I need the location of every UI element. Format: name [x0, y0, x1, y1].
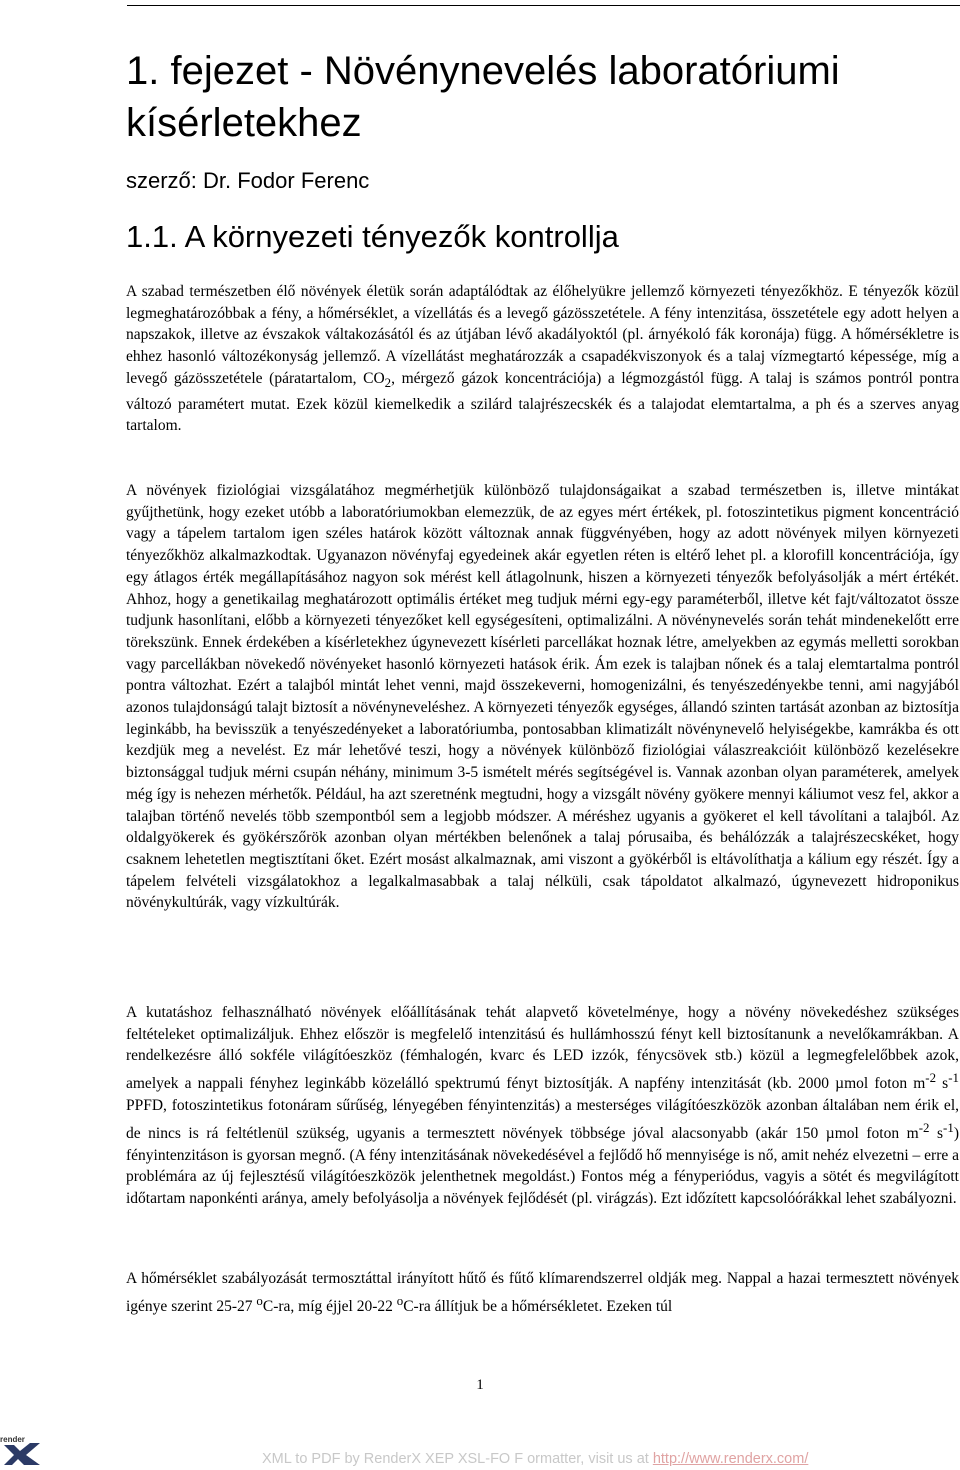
footer-link[interactable]: http://www.renderx.com/: [652, 1451, 809, 1467]
section-title: 1.1. A környezeti tényezők kontrollja: [126, 219, 619, 254]
paragraph-2: A növények fiziológiai vizsgálatához megmérhetjük különböző tulajdonságaikat a szabad természetben is, illetve mintákat gyűjthetünk, hogy ezeket utóbb a laboratóriumokban elemezzük, de az egyes mért értékek, pl. fotoszintetikus pigment koncentráció vagy a tápelem tartalom igen széles határok között változnak annak függvényében, hogy az adott növények milyen környezeti tényezőkhöz alkalmazkodtak. Ugyanazon növényfaj egyedeinek akár egyetlen réten is eltérő lehet pl. a klorofill koncentrációja, így egy átlagos érték megállapításához nagyon sok mérést kell átlagolnunk, hiszen a környezeti tényezők befolyásolják a mért értékét. Ahhoz, hogy a genetikailag meghatározott optimális értéket meg tudjuk mérni egy-egy paraméterből, illetve két fajt/változatot össze tudjunk hasonlítani, előbb a környezeti tényezőket kell egységesíteni, optimalizálni. A növénynevelés során tehát mindenekelőtt erre törekszünk. Ennek érdekében a kísérletekhez úgynevezett kísérleti parcellákat hoznak létre, amelyekben az egymás melletti sorokban vagy parcellákban növekedő növényeket hasonló környezeti hatások érik. Ám ezek is talajban nőnek és a talaj elemtartalma pontról pontra változhat. Ezért a talajból mintát lehet venni, majd összekeverni, homogenizálni, és tenyészedényekbe tenni, ami nagyjából azonos tulajdonságú talajt biztosít a növényneveléshez. A környezeti tényezők egységes, állandó szinten tartását azonban az biztosítja leginkább, ha bevisszük a tenyészedényeket a laboratóriumba, pontosabban klimatizált növénynevelő helyiségekbe, kamrákba és ott kezdjük meg a nevelést. Ez már lehetővé teszi, hogy a növények különböző fiziológiai válaszreakcióit különböző kezelésekre biztonsággal tudjuk mérni csupán néhány, minimum 3-5 ismételt mérés segítségével is. Vannak azonban olyan paraméterek, amelyek még így is nehezen mérhetők. Például, ha azt szeretnénk megtudni, hogy a vizsgált növény gyökere mennyi káliumot vesz fel, akkor a talajban történő nevelés több szempontból sem a legjobb módszer. A méréshez ugyanis a gyökeret el kell távolítani a talajból. Az oldalgyökerek és gyökérszőrök azonban olyan mértékben belenőnek a talaj pórusaiba, és behálózzák a talajrészecskéket, hogy csaknem lehetetlen megtisztítani őket. Ezért mosást alkalmaznak, ami viszont a gyökérből is eltávolíthatja a kálium egy részét. Így a tápelem felvételi vizsgálatokhoz a legalkalmasabbak a talaj nélküli, csak tápoldatot alkalmazó, úgynevezett hidroponikus növénykultúrák, vagy vízkultúrák.: [126, 482, 959, 912]
header-rule: [127, 5, 960, 6]
chapter-title: 1. fejezet - Növénynevelés laboratóriumi kísérletekhez: [126, 49, 840, 145]
paragraph-1: A szabad természetben élő növények életük során adaptálódtak az élőhelyükre jellemző környezeti tényezőkhöz. E tényezők közül legmeghatározóbbak a fény, a hőmérséklet, a vízellátás és a levegő gázösszetétele. A fény intenzitása, összetétele egy adott helyen a napszakok, illetve az évszakok váltakozásától és az útjában lévő akadályoktól (pl. árnyékoló fák koronája) függ. A hőmérsékletre is ehhez hasonló változékonyság jellemző. A vízellátást meghatározzák a csapadékviszonyok és a talaj vízmegtartó képessége, míg a levegő gázösszetétele (páratartalom, $CO_2$, mérgező gázok koncentrációja) a légmozgástól függ. A talaj is számos pontról pontra változó paramétert mutat. Ezek közül kiemelkedik a szilárd talajrészecskék és a talajodat elemtartalma, a ph és a szerves anyag tartalom.: [126, 283, 960, 435]
footer-credit: XML to PDF by RenderX XEP XSL-FO F ormatter, visit us at http://www.renderx.com/: [262, 1451, 809, 1467]
paragraph-3: A kutatáshoz felhasználható növények előállításának tehát alapvető követelménye, hogy a növény növekedéshez szükséges feltételeket optimalizáljuk. Ehhez először is megfelelő intenzitású és hullámhosszú fényt kell biztosítanunk a nevelőkamrákban. A rendelkezésre álló sokféle világítóeszköz (fémhalogén, kvarc és LED izzók, fénycsövek stb.) közül a legmegfelelőbbek azok, amelyek a nappali fényhez leginkább közelálló spektrumú fényt biztosítják. A napfény intenzitását (kb. 2000 µmol foton $m^{-2}$ $s^{-1}$ PPFD, fotoszintetikus fotonáram sűrűség, lényegében fényintenzitás) a mesterséges világítóeszközök azonban általában nem érik el, de nincs is rá feltétlenül szükség, ugyanis a termesztett növények többsége jóval alacsonyabb (akár 150 µmol foton $m^{-2}$ $s^{-1}$) fényintenzitáson is gyorsan megnő. (A fény intenzitásának növekedésével a fejlődő hő mennyisége is nő, amit nehéz elvezetni – erre a problémára az új fejlesztésű világítóeszközök jelenthetnek megoldást.) Fontos még a fényperiódus, vagyis a sötét és megvilágított időtartam naponkénti aránya, amely befolyásolja a növények fejlődését (pl. virágzás). Ezt időzített kapcsolóórákkal lehet szabályozni.: [126, 1004, 959, 1207]
author-line: szerző: Dr. Fodor Ferenc: [126, 168, 370, 193]
renderx-logo: render: [0, 1435, 44, 1465]
paragraph-4: A hőmérséklet szabályozását termosztáttal irányított hűtő és fűtő klímarendszerrel oldják meg. Nappal a hazai termesztett növények igénye szerint 25-27 $^o$C-ra, míg éjjel 20-22 $^o$C-ra állítjuk be a hőmérsékletet. Ezeken túl: [126, 1270, 959, 1315]
page-number: 1: [476, 1377, 484, 1393]
